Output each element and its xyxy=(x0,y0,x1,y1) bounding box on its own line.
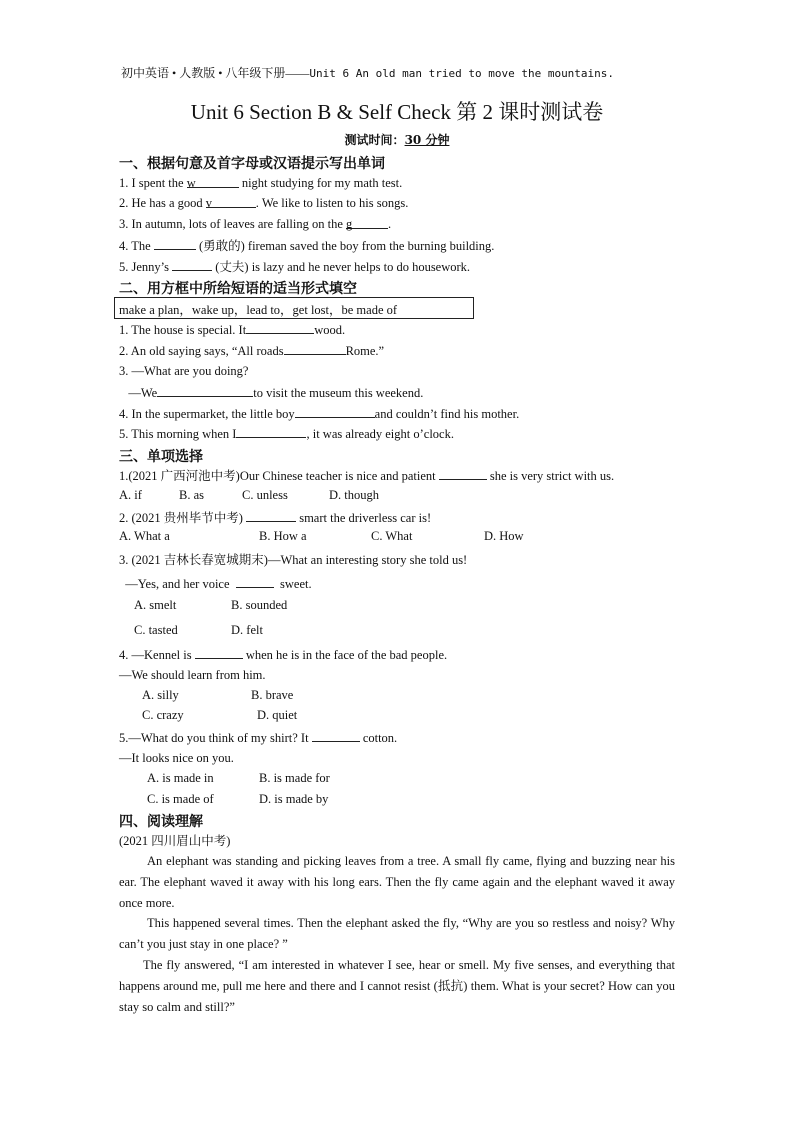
s3-q5-option-b: B. is made for xyxy=(259,771,330,785)
section1-heading: 一、根据句意及首字母或汉语提示写出单词 xyxy=(119,156,385,172)
s2-item-5: 5. This morning when I , it was already eight o’clock. xyxy=(119,427,454,441)
s3-q4-option-a: A. silly xyxy=(142,688,179,702)
s2-item-4: 4. In the supermarket, the little boy and couldn’t find his mother. xyxy=(119,407,520,421)
s3-q1-option-c: C. unless xyxy=(242,488,288,502)
section3-heading: 三、单项选择 xyxy=(119,449,203,465)
s1-item-1: 1. I spent the w night studying for my math test. xyxy=(119,176,403,190)
header-unit: Unit 6 An old man tried to move the mountains. xyxy=(309,67,615,80)
s1-item-4: 4. The (勇敢的) fireman saved the boy from the burning building. xyxy=(119,239,495,253)
s3-q4-reply: —We should learn from him. xyxy=(119,668,266,682)
s3-q4: 4. —Kennel is when he is in the face of the bad people. xyxy=(119,648,448,662)
page-title: Unit 6 Section B & Self Check 第 2 课时测试卷 xyxy=(190,100,604,124)
time-label: 测试时间： xyxy=(344,133,405,147)
s3-q5-option-c: C. is made of xyxy=(147,792,214,806)
s1-item-2: 2. He has a good v . We like to listen to his songs. xyxy=(119,196,409,210)
s3-q5-option-d: D. is made by xyxy=(259,792,329,806)
s3-q4-option-c: C. crazy xyxy=(142,708,184,722)
s3-q3-reply: —Yes, and her voice sweet. xyxy=(119,577,312,591)
reading-paragraph-2: This happened several times. Then the elephant asked the fly, “Why are you so restless and noisy? Why can’t you just stay in one place? ” xyxy=(119,916,675,951)
s3-q5-option-a: A. is made in xyxy=(147,771,214,785)
test-time xyxy=(0,131,794,148)
s3-q5: 5.—What do you think of my shirt? It cotton. xyxy=(119,731,398,745)
s3-q1-option-a: A. if xyxy=(119,488,142,502)
s3-q5-reply: —It looks nice on you. xyxy=(119,751,234,765)
s3-q1-option-d: D. though xyxy=(329,488,379,502)
s3-q3-option-d: D. felt xyxy=(231,623,263,637)
s3-q4-option-b: B. brave xyxy=(251,688,294,702)
s1-item-3: 3. In autumn, lots of leaves are falling on the g . xyxy=(119,217,392,231)
s3-q3-option-b: B. sounded xyxy=(231,598,288,612)
reading-source: (2021 四川眉山中考) xyxy=(119,834,231,848)
section4-heading: 四、阅读理解 xyxy=(119,814,203,830)
s3-q3-option-c: C. tasted xyxy=(134,623,178,637)
s3-q3: 3. (2021 吉林长春宽城期末)—What an interesting story she told us! xyxy=(119,553,468,567)
phrase-box-text: make a plan，wake up，lead to，get lost，be made of xyxy=(119,303,398,317)
time-value: 30 分钟 xyxy=(404,133,450,147)
reading-paragraph-3: The fly answered, “I am interested in whatever I see, hear or smell. My five senses, and everything that happens around me, pull me here and there and I cannot resist (抵抗) them. What is your secret? How can you stay so calm and still?” xyxy=(119,958,675,1014)
s3-q4-option-d: D. quiet xyxy=(257,708,298,722)
header-prefix: 初中英语 • 人教版 • 八年级下册—— xyxy=(121,66,310,80)
s3-q2-option-d: D. How xyxy=(484,529,524,543)
s3-q1: 1.(2021 广西河池中考)Our Chinese teacher is nice and patient she is very strict with us. xyxy=(119,469,615,483)
s3-q2: 2. (2021 贵州毕节中考) smart the driverless car is! xyxy=(119,511,432,525)
s3-q2-option-a: A. What a xyxy=(119,529,170,543)
section2-heading: 二、用方框中所给短语的适当形式填空 xyxy=(119,281,357,297)
s2-item-3-answer: —We to visit the museum this weekend. xyxy=(119,386,424,400)
s2-item-2: 2. An old saying says, “All roads Rome.” xyxy=(119,344,385,358)
s3-q1-option-b: B. as xyxy=(179,488,204,502)
s3-q3-option-a: A. smelt xyxy=(134,598,177,612)
s1-item-5: 5. Jenny’s (丈夫) is lazy and he never helps to do housework. xyxy=(119,260,471,274)
s2-item-1: 1. The house is special. It wood. xyxy=(119,323,346,337)
s2-item-3: 3. —What are you doing? xyxy=(119,364,249,378)
reading-paragraph-1: An elephant was standing and picking leaves from a tree. A small fly came, flying and buzzing near his ear. The elephant waved it away with his long ears. Then the fly came again and the elephant waved it away once more. xyxy=(119,854,675,910)
phrase-box xyxy=(114,297,474,319)
s3-q2-option-c: C. What xyxy=(371,529,413,543)
s3-q2-option-b: B. How a xyxy=(259,529,307,543)
header-line xyxy=(121,64,614,81)
